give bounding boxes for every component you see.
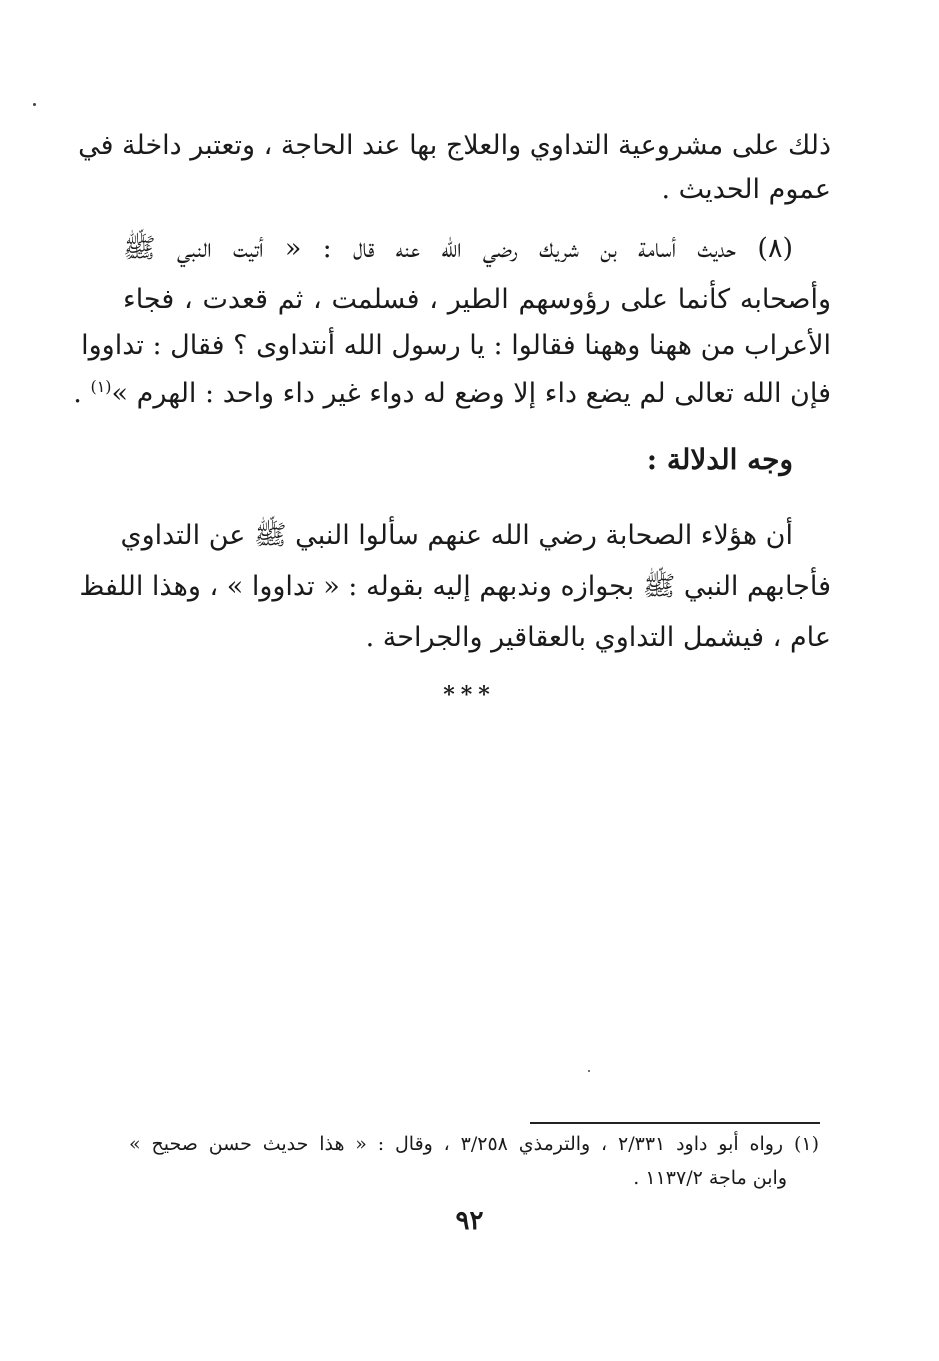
hadith-line1: (٨) حديث أسامة بن شريك رضي الله عنه قال : « أتيت النبي ﷺ	[123, 233, 793, 264]
hadith-line2: وأصحابه كأنما على رؤوسهم الطير ، فسلمت ، ثم قعدت ، فجاء	[123, 284, 831, 315]
hadith-line4-text: فإن الله تعالى لم يضع داء إلا وضع له دواء غير داء واحد : الهرم »	[111, 378, 831, 409]
footnote-line2: وابن ماجة ١١٣٧/٢ .	[633, 1167, 787, 1189]
paragraph2-line1: أن هؤلاء الصحابة رضي الله عنهم سألوا النبي ﷺ عن التداوي	[120, 520, 793, 551]
footnote-marker: (١)	[90, 377, 112, 396]
hadith-line4	[73, 370, 831, 418]
asterism-separator: ***	[443, 682, 496, 708]
section-heading: وجه الدلالة :	[646, 443, 793, 476]
paragraph2-line2: فأجابهم النبي ﷺ بجوازه وندبهم إليه بقوله : « تداووا » ، وهذا اللفظ	[79, 571, 831, 602]
footnote-rule	[530, 1122, 820, 1124]
paragraph1-line2: عموم الحديث .	[661, 174, 831, 205]
paragraph2-line3: عام ، فيشمل التداوي بالعقاقير والجراحة .	[365, 622, 831, 653]
footnote-line1: (١) رواه أبو داود ٢/٣٣١ ، والترمذي ٣/٢٥٨ ، وقال : « هذا حديث حسن صحيح »	[129, 1133, 819, 1155]
paragraph1-line1: ذلك على مشروعية التداوي والعلاج بها عند الحاجة ، وتعتبر داخلة في	[78, 130, 831, 161]
hadith-line3: الأعراب من ههنا وههنا فقالوا : يا رسول الله أنتداوى ؟ فقال : تداووا	[81, 330, 831, 361]
hadith-line4-end: .	[73, 378, 82, 409]
scan-speck	[588, 1070, 590, 1072]
scan-speck	[33, 103, 36, 106]
page-number: ٩٢	[455, 1206, 484, 1236]
